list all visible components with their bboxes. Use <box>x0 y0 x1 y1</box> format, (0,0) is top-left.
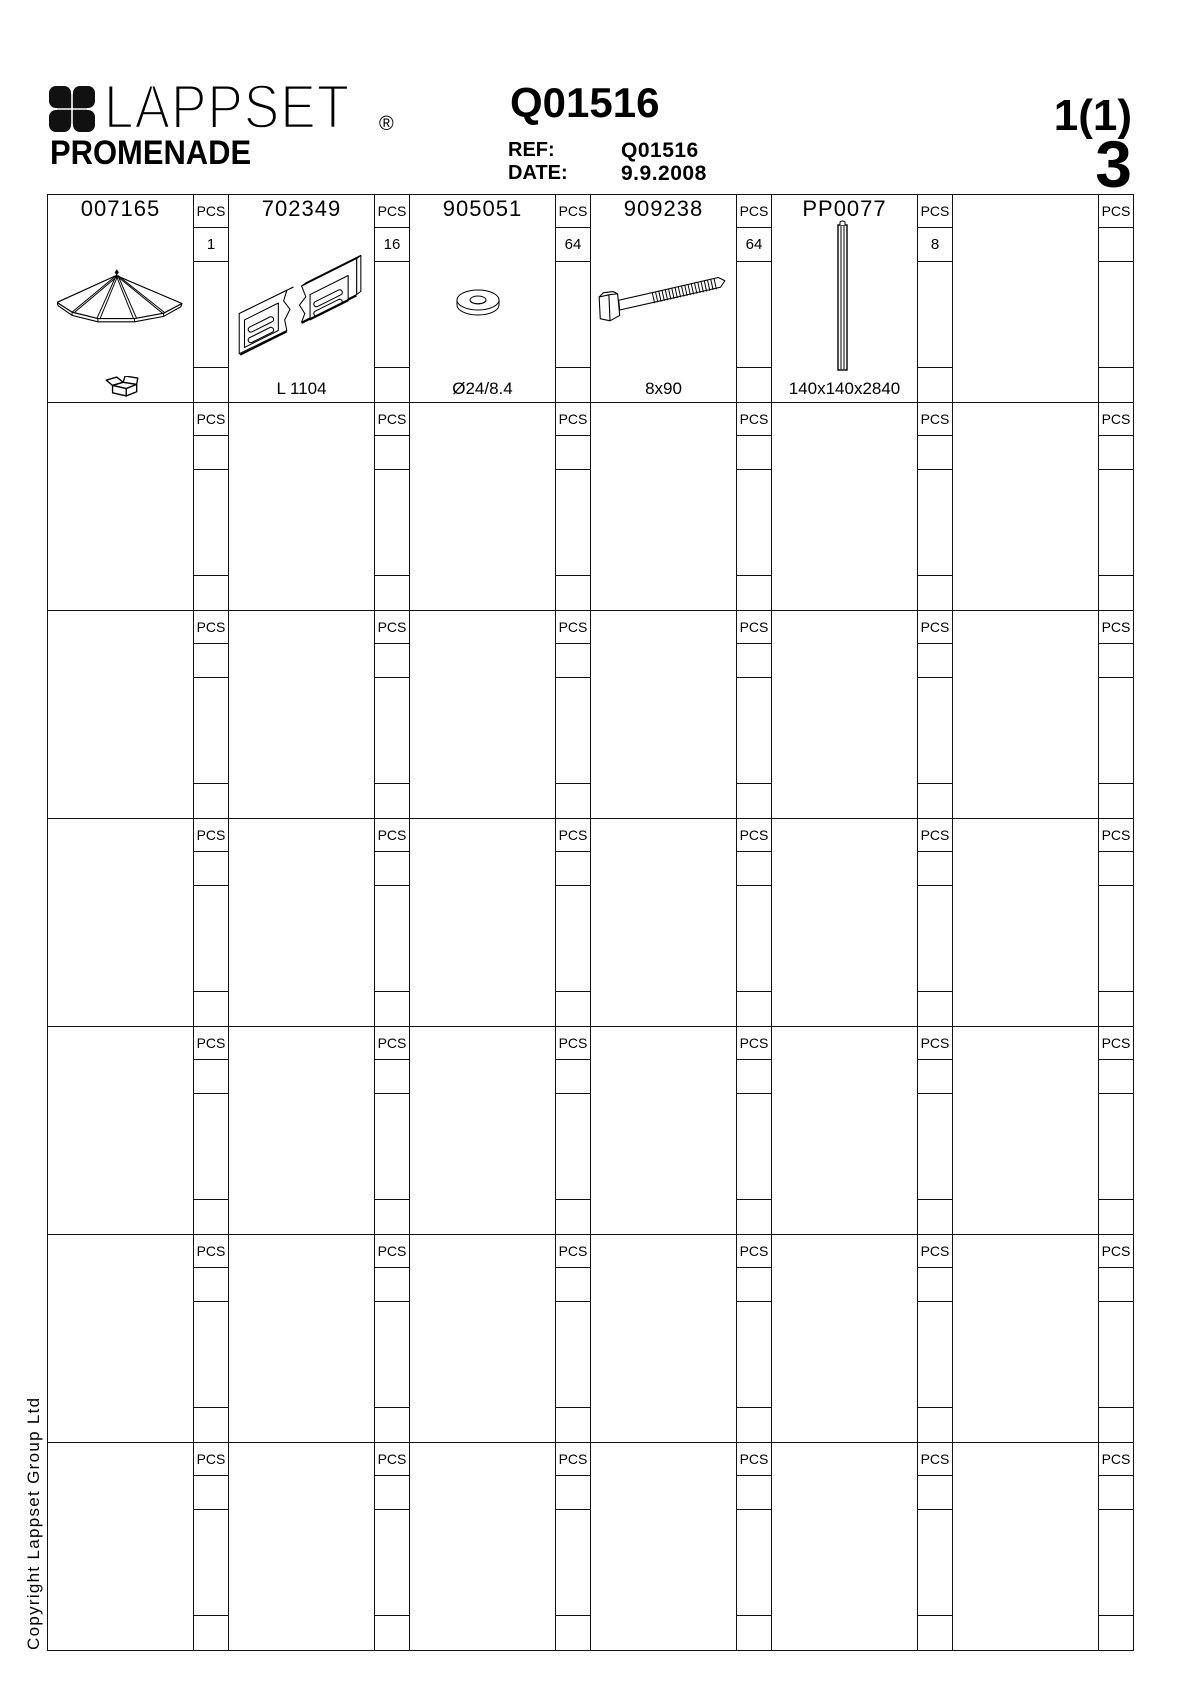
pcs-foot <box>737 1200 771 1234</box>
pcs-body <box>1099 1094 1133 1200</box>
pcs-body <box>918 470 952 576</box>
part-cell <box>953 1443 1099 1651</box>
page-count: 1(1) <box>1053 91 1132 140</box>
part-cell <box>953 403 1099 611</box>
pcs-foot <box>556 1408 590 1442</box>
pcs-label: PCS <box>375 403 409 436</box>
registered-mark: ® <box>379 113 394 135</box>
pcs-label: PCS <box>194 1443 228 1476</box>
pcs-quantity <box>375 852 409 886</box>
pcs-label: PCS <box>194 819 228 852</box>
pcs-quantity <box>918 436 952 470</box>
pcs-column <box>556 1027 591 1235</box>
part-cell <box>591 1235 737 1443</box>
pcs-quantity <box>737 1476 771 1510</box>
pcs-label: PCS <box>194 611 228 644</box>
pcs-label: PCS <box>1099 611 1133 644</box>
pcs-quantity <box>194 1268 228 1302</box>
pcs-body <box>1099 1302 1133 1408</box>
pcs-label: PCS <box>194 403 228 436</box>
part-code: 905051 <box>442 196 523 221</box>
pcs-quantity: 64 <box>556 228 590 262</box>
pcs-column <box>375 1235 410 1443</box>
pcs-body <box>194 262 228 368</box>
pcs-body <box>194 1302 228 1408</box>
pcs-column <box>737 195 772 403</box>
pcs-label: PCS <box>737 403 771 436</box>
pcs-label: PCS <box>194 1027 228 1060</box>
pcs-body <box>737 886 771 992</box>
pcs-quantity: 64 <box>737 228 771 262</box>
pcs-label: PCS <box>1099 403 1133 436</box>
part-cell <box>772 1235 918 1443</box>
pcs-quantity <box>1099 852 1133 886</box>
package-box-icon <box>105 376 139 397</box>
pcs-column <box>1099 1235 1134 1443</box>
product-code: Q01516 <box>510 79 660 126</box>
washer-drawing <box>455 288 501 318</box>
pcs-quantity <box>375 1060 409 1094</box>
pcs-label: PCS <box>556 195 590 228</box>
pcs-body <box>375 678 409 784</box>
pcs-column <box>194 611 229 819</box>
part-cell <box>591 819 737 1027</box>
pcs-quantity <box>375 436 409 470</box>
pcs-quantity <box>194 644 228 678</box>
pcs-column <box>918 1235 953 1443</box>
pcs-label: PCS <box>556 611 590 644</box>
pcs-foot <box>194 576 228 610</box>
pcs-quantity <box>737 852 771 886</box>
pcs-body <box>194 886 228 992</box>
part-cell <box>953 1027 1099 1235</box>
pcs-quantity <box>556 1476 590 1510</box>
pcs-label: PCS <box>737 1443 771 1476</box>
lappset-logo-icon <box>49 86 95 132</box>
pcs-body <box>918 678 952 784</box>
pcs-label: PCS <box>918 195 952 228</box>
pcs-label: PCS <box>375 611 409 644</box>
pcs-label: PCS <box>375 819 409 852</box>
pcs-foot <box>737 784 771 818</box>
pcs-quantity <box>1099 228 1133 262</box>
pcs-column <box>556 403 591 611</box>
pcs-label: PCS <box>375 1235 409 1268</box>
pcs-column <box>918 403 953 611</box>
part-cell <box>591 611 737 819</box>
pcs-column <box>1099 611 1134 819</box>
part-cell <box>48 195 194 403</box>
pcs-foot <box>918 1408 952 1442</box>
pcs-foot <box>737 1408 771 1442</box>
pcs-foot <box>1099 1616 1133 1650</box>
pcs-foot <box>737 576 771 610</box>
pcs-foot <box>737 992 771 1026</box>
part-cell <box>772 611 918 819</box>
part-cell <box>772 819 918 1027</box>
pcs-label: PCS <box>556 819 590 852</box>
pcs-column <box>918 819 953 1027</box>
pcs-quantity <box>194 436 228 470</box>
pcs-body <box>1099 262 1133 368</box>
pcs-body <box>737 262 771 368</box>
pcs-body <box>194 1510 228 1616</box>
pcs-label: PCS <box>1099 819 1133 852</box>
pcs-column <box>1099 403 1134 611</box>
copyright-notice: Copyright Lappset Group Ltd <box>24 1396 43 1650</box>
pcs-foot <box>194 992 228 1026</box>
pcs-quantity <box>918 1060 952 1094</box>
pcs-label: PCS <box>737 611 771 644</box>
pcs-body <box>737 1094 771 1200</box>
pcs-foot <box>556 1200 590 1234</box>
pcs-quantity <box>194 1060 228 1094</box>
ref-label: REF: <box>508 139 555 161</box>
pcs-label: PCS <box>556 1443 590 1476</box>
pcs-column <box>1099 1027 1134 1235</box>
pcs-body <box>375 1302 409 1408</box>
pcs-foot <box>918 992 952 1026</box>
pcs-column <box>375 819 410 1027</box>
part-cell <box>772 403 918 611</box>
pcs-foot <box>375 576 409 610</box>
part-cell <box>229 195 375 403</box>
pcs-label: PCS <box>737 1235 771 1268</box>
pcs-foot <box>375 1408 409 1442</box>
pcs-foot <box>375 784 409 818</box>
pcs-column <box>194 403 229 611</box>
pcs-foot <box>1099 992 1133 1026</box>
pcs-column <box>194 1235 229 1443</box>
pcs-quantity <box>918 1476 952 1510</box>
pcs-foot <box>1099 784 1133 818</box>
pcs-quantity <box>556 852 590 886</box>
pcs-label: PCS <box>737 1027 771 1060</box>
square-post-drawing <box>837 219 848 372</box>
part-cell <box>410 195 556 403</box>
part-cell <box>229 1235 375 1443</box>
pcs-body <box>556 1094 590 1200</box>
pcs-body <box>918 1510 952 1616</box>
pcs-body <box>375 1094 409 1200</box>
pcs-foot <box>737 1616 771 1650</box>
pcs-body <box>737 1510 771 1616</box>
pcs-quantity <box>737 1060 771 1094</box>
pcs-foot <box>194 368 228 402</box>
pcs-quantity: 8 <box>918 228 952 262</box>
pcs-quantity <box>194 852 228 886</box>
pcs-quantity <box>918 1268 952 1302</box>
pcs-column <box>194 1443 229 1651</box>
part-cell <box>48 1235 194 1443</box>
pcs-quantity <box>918 852 952 886</box>
pcs-label: PCS <box>918 611 952 644</box>
pcs-column <box>737 1235 772 1443</box>
pcs-quantity <box>1099 1476 1133 1510</box>
pcs-label: PCS <box>918 1443 952 1476</box>
pcs-label: PCS <box>556 1235 590 1268</box>
pcs-quantity <box>556 436 590 470</box>
pcs-foot <box>556 1616 590 1650</box>
pcs-label: PCS <box>1099 195 1133 228</box>
pcs-column <box>556 611 591 819</box>
pcs-label: PCS <box>556 403 590 436</box>
pcs-quantity: 16 <box>375 228 409 262</box>
part-dimension: L 1104 <box>276 379 327 398</box>
pcs-foot <box>556 576 590 610</box>
pcs-body <box>737 470 771 576</box>
pcs-foot <box>375 368 409 402</box>
part-cell <box>410 1027 556 1235</box>
pcs-column <box>1099 195 1134 403</box>
pcs-column <box>375 403 410 611</box>
part-dimension: 140x140x2840 <box>788 379 901 398</box>
pcs-body <box>1099 678 1133 784</box>
pcs-foot <box>918 784 952 818</box>
part-cell <box>410 1235 556 1443</box>
pcs-column <box>737 1443 772 1651</box>
slotted-bracket-drawing <box>236 248 363 358</box>
pcs-label: PCS <box>375 195 409 228</box>
date-label: DATE: <box>508 162 568 184</box>
pcs-body <box>1099 470 1133 576</box>
part-cell <box>953 1235 1099 1443</box>
pcs-quantity: 1 <box>194 228 228 262</box>
pcs-column <box>1099 819 1134 1027</box>
pcs-foot <box>194 784 228 818</box>
product-name: PROMENADE <box>50 134 252 172</box>
pcs-body <box>375 1510 409 1616</box>
pcs-label: PCS <box>918 1027 952 1060</box>
part-cell <box>48 819 194 1027</box>
pcs-quantity <box>375 644 409 678</box>
part-cell <box>410 403 556 611</box>
hex-bolt-drawing <box>598 271 726 323</box>
pcs-column <box>918 1027 953 1235</box>
pcs-column <box>375 1027 410 1235</box>
pcs-body <box>194 470 228 576</box>
part-dimension: 8x90 <box>645 379 682 398</box>
pcs-body <box>556 470 590 576</box>
pcs-body <box>556 1510 590 1616</box>
pcs-quantity <box>556 644 590 678</box>
pcs-quantity <box>1099 644 1133 678</box>
pcs-foot <box>556 368 590 402</box>
pcs-quantity <box>1099 436 1133 470</box>
pcs-body <box>375 886 409 992</box>
pcs-body <box>556 1302 590 1408</box>
pcs-foot <box>194 1200 228 1234</box>
part-cell <box>591 195 737 403</box>
pcs-label: PCS <box>737 195 771 228</box>
pcs-body <box>556 262 590 368</box>
pcs-body <box>556 678 590 784</box>
pcs-body <box>918 1094 952 1200</box>
part-code: PP0077 <box>802 196 887 221</box>
part-cell <box>772 195 918 403</box>
pcs-quantity <box>194 1476 228 1510</box>
pcs-foot <box>1099 1200 1133 1234</box>
part-code: 007165 <box>80 196 161 221</box>
part-cell <box>410 819 556 1027</box>
pcs-column <box>194 1027 229 1235</box>
part-cell <box>229 611 375 819</box>
pcs-foot <box>1099 368 1133 402</box>
pcs-body <box>737 678 771 784</box>
pcs-label: PCS <box>918 819 952 852</box>
pcs-column <box>375 611 410 819</box>
pcs-foot <box>375 1616 409 1650</box>
pcs-column <box>556 1235 591 1443</box>
pcs-body <box>1099 886 1133 992</box>
pcs-foot <box>194 1616 228 1650</box>
pcs-body <box>1099 1510 1133 1616</box>
pcs-body <box>918 886 952 992</box>
part-cell <box>772 1027 918 1235</box>
pcs-quantity <box>1099 1060 1133 1094</box>
pcs-quantity <box>556 1060 590 1094</box>
pcs-label: PCS <box>1099 1235 1133 1268</box>
pcs-foot <box>918 576 952 610</box>
pcs-column <box>918 195 953 403</box>
pcs-body <box>194 678 228 784</box>
date-value: 9.9.2008 <box>621 162 707 185</box>
pcs-column <box>918 611 953 819</box>
part-cell <box>953 195 1099 403</box>
pcs-foot <box>375 992 409 1026</box>
pcs-foot <box>375 1200 409 1234</box>
pcs-column <box>556 819 591 1027</box>
pcs-foot <box>918 368 952 402</box>
pcs-label: PCS <box>194 195 228 228</box>
part-cell <box>953 611 1099 819</box>
pcs-column <box>375 1443 410 1651</box>
part-code: 702349 <box>261 196 342 221</box>
part-cell <box>229 1027 375 1235</box>
part-cell <box>48 403 194 611</box>
pcs-column <box>737 1027 772 1235</box>
pcs-label: PCS <box>556 1027 590 1060</box>
pcs-column <box>737 611 772 819</box>
pcs-column <box>556 1443 591 1651</box>
pcs-foot <box>918 1616 952 1650</box>
pcs-quantity <box>375 1268 409 1302</box>
pcs-foot <box>737 368 771 402</box>
part-cell <box>229 1443 375 1651</box>
pcs-foot <box>556 992 590 1026</box>
pcs-foot <box>194 1408 228 1442</box>
pcs-column <box>918 1443 953 1651</box>
pcs-column <box>737 819 772 1027</box>
pcs-label: PCS <box>1099 1027 1133 1060</box>
pcs-column <box>1099 1443 1134 1651</box>
ref-value: Q01516 <box>621 139 699 162</box>
pcs-foot <box>918 1200 952 1234</box>
pcs-quantity <box>737 644 771 678</box>
part-cell <box>591 403 737 611</box>
pcs-label: PCS <box>375 1027 409 1060</box>
pcs-body <box>375 470 409 576</box>
part-cell <box>48 1027 194 1235</box>
pcs-body <box>194 1094 228 1200</box>
brand-wordmark: LAPPSET <box>104 73 351 142</box>
pcs-column <box>194 195 229 403</box>
pcs-label: PCS <box>375 1443 409 1476</box>
part-cell <box>48 611 194 819</box>
part-cell <box>772 1443 918 1651</box>
part-dimension: Ø24/8.4 <box>452 379 513 398</box>
pcs-quantity <box>737 436 771 470</box>
pcs-column <box>375 195 410 403</box>
pcs-label: PCS <box>918 403 952 436</box>
pcs-column <box>556 195 591 403</box>
sheet-number: 3 <box>1095 127 1132 201</box>
part-cell <box>229 403 375 611</box>
pcs-body <box>556 886 590 992</box>
pcs-label: PCS <box>918 1235 952 1268</box>
pcs-body <box>918 262 952 368</box>
pcs-quantity <box>375 1476 409 1510</box>
pcs-body <box>737 1302 771 1408</box>
part-cell <box>953 819 1099 1027</box>
pcs-foot <box>1099 1408 1133 1442</box>
pcs-label: PCS <box>194 1235 228 1268</box>
part-cell <box>410 611 556 819</box>
pcs-foot <box>556 784 590 818</box>
pcs-column <box>194 819 229 1027</box>
pcs-quantity <box>737 1268 771 1302</box>
part-cell <box>410 1443 556 1651</box>
umbrella-canopy-drawing <box>57 269 183 324</box>
part-cell <box>229 819 375 1027</box>
pcs-body <box>918 1302 952 1408</box>
pcs-quantity <box>918 644 952 678</box>
part-cell <box>48 1443 194 1651</box>
parts-table <box>47 194 1134 1651</box>
pcs-label: PCS <box>1099 1443 1133 1476</box>
part-cell <box>591 1027 737 1235</box>
pcs-quantity <box>1099 1268 1133 1302</box>
pcs-body <box>375 262 409 368</box>
pcs-label: PCS <box>737 819 771 852</box>
part-code: 909238 <box>623 196 704 221</box>
pcs-quantity <box>556 1268 590 1302</box>
pcs-column <box>737 403 772 611</box>
pcs-foot <box>1099 576 1133 610</box>
part-cell <box>591 1443 737 1651</box>
